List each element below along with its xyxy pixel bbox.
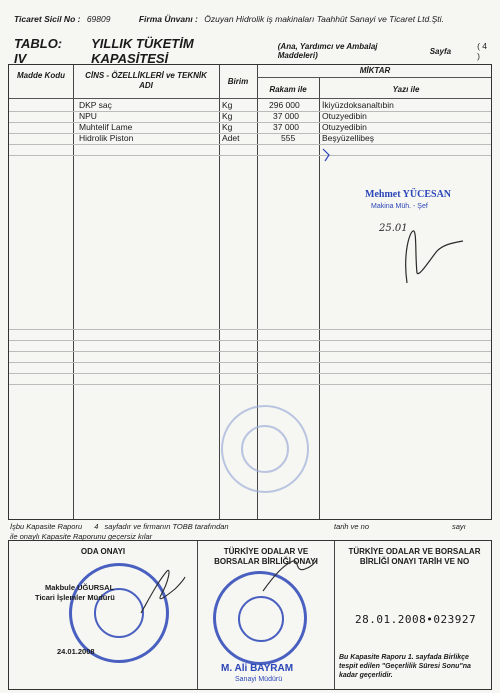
tobb-onayi-title: TÜRKİYE ODALAR VE BORSALAR BİRLİĞİ ONAYI	[214, 547, 318, 566]
approval-serial: 28.01.2008•023927	[355, 613, 477, 626]
row-1-yazi: İkiyüzdoksanaltıbin	[322, 100, 394, 110]
approval-section	[8, 540, 492, 690]
row-2-rakam: 37 000	[273, 111, 299, 121]
faint-seal-inner-icon	[241, 425, 289, 473]
tablo-number: TABLO: IV	[14, 36, 63, 66]
row-3-yazi: Otuzyedibin	[322, 122, 367, 132]
row-2-birim: Kg	[222, 111, 233, 121]
row-4-rakam: 555	[281, 133, 296, 143]
footer-text-a: İşbu Kapasite Raporu	[10, 522, 83, 531]
footer-line-2: ile onaylı Kapasite Raporunu geçersiz kılar	[10, 532, 153, 541]
row-line	[9, 329, 491, 330]
tobb-signer: M. Ali BAYRAM	[221, 663, 294, 674]
header-yazi: Yazı ile	[392, 85, 420, 94]
row-line	[9, 384, 491, 385]
firma-name: Özuyan Hidrolik iş makinaları Taahhüt Sanayi ve Ticaret Ltd.Şti.	[204, 14, 444, 24]
header-bottom-line	[9, 98, 491, 99]
row-4-yazi: Beşyüzellibeş	[322, 133, 374, 143]
row-1-rakam: 296 000	[269, 100, 300, 110]
page-title: YILLIK TÜKETİM KAPASİTESİ	[91, 36, 194, 66]
oda-signer: Makbule UĞURSAL	[45, 583, 115, 592]
tobb-signer-role: Sanayi Müdürü	[235, 676, 283, 683]
tick-mark-icon	[317, 145, 337, 165]
oda-signer-role: Ticari İşlemler Müdürü	[35, 593, 115, 602]
consumption-table	[8, 64, 492, 520]
row-4-birim: Adet	[222, 133, 240, 143]
row-line	[9, 362, 491, 363]
row-line	[9, 373, 491, 374]
oda-date: 24.01.2008	[57, 647, 95, 656]
row-3-birim: Kg	[222, 122, 233, 132]
page-number: ( 4 )	[477, 41, 487, 61]
row-3-rakam: 37 000	[273, 122, 299, 132]
sayfa-label: Sayfa	[429, 46, 452, 56]
footer-text-c: sayfadır ve firmanın TOBB tarafından	[104, 522, 229, 531]
signature-icon	[367, 215, 467, 285]
row-4-cins: Hidrolik Piston	[79, 133, 134, 143]
header-birim: Birim	[227, 77, 249, 86]
footer-sayi: sayı	[452, 522, 466, 531]
tobb-seal-inner-icon	[238, 596, 284, 642]
engineer-stamp-name: Mehmet YÜCESAN	[365, 189, 452, 200]
tobb-signature-icon	[259, 555, 319, 595]
miktar-divider	[257, 77, 491, 78]
table-title-row	[8, 36, 492, 66]
section-divider	[334, 541, 335, 689]
firma-label: Firma Ünvanı :	[138, 14, 198, 24]
sicil-no: 69809	[86, 14, 111, 24]
row-line	[9, 340, 491, 341]
page-subtitle: (Ana, Yardımcı ve Ambalaj Maddeleri)	[277, 42, 378, 60]
engineer-stamp-role: Makina Müh. - Şef	[371, 203, 428, 210]
row-1-birim: Kg	[222, 100, 233, 110]
validity-note: Bu Kapasite Raporu 1. sayfada Birlikçe tespit edilen "Geçerlilik Süresi Sonu"na kadar geçerlidir.	[339, 654, 471, 679]
footer-tarih-no: tarih ve no	[334, 522, 370, 531]
row-line	[9, 155, 491, 156]
row-3-cins: Muhtelif Lame	[79, 122, 133, 132]
oda-onayi-title: ODA ONAYI	[80, 547, 126, 556]
section-divider	[197, 541, 198, 689]
row-2-yazi: Otuzyedibin	[322, 111, 367, 121]
sicil-label: Ticaret Sicil No :	[14, 14, 81, 24]
oda-signature-icon	[137, 561, 187, 617]
header-miktar: MİKTAR	[359, 66, 391, 75]
footer-line-1	[10, 522, 229, 531]
header-rakam: Rakam ile	[269, 85, 307, 94]
row-1-cins: DKP saç	[79, 100, 112, 110]
company-header	[14, 14, 444, 24]
footer-text-b: 4	[94, 522, 99, 531]
header-cins: CİNS - ÖZELLİKLERİ ve TEKNİK ADI	[85, 71, 207, 90]
row-2-cins: NPU	[79, 111, 97, 121]
row-line	[9, 351, 491, 352]
handwritten-date: 25.01	[379, 223, 408, 234]
row-line	[9, 144, 491, 145]
header-madde-kodu: Madde Kodu	[17, 71, 65, 80]
tarih-no-title: TÜRKİYE ODALAR VE BORSALAR BİRLİĞİ ONAYI TARİH VE NO	[348, 547, 481, 566]
